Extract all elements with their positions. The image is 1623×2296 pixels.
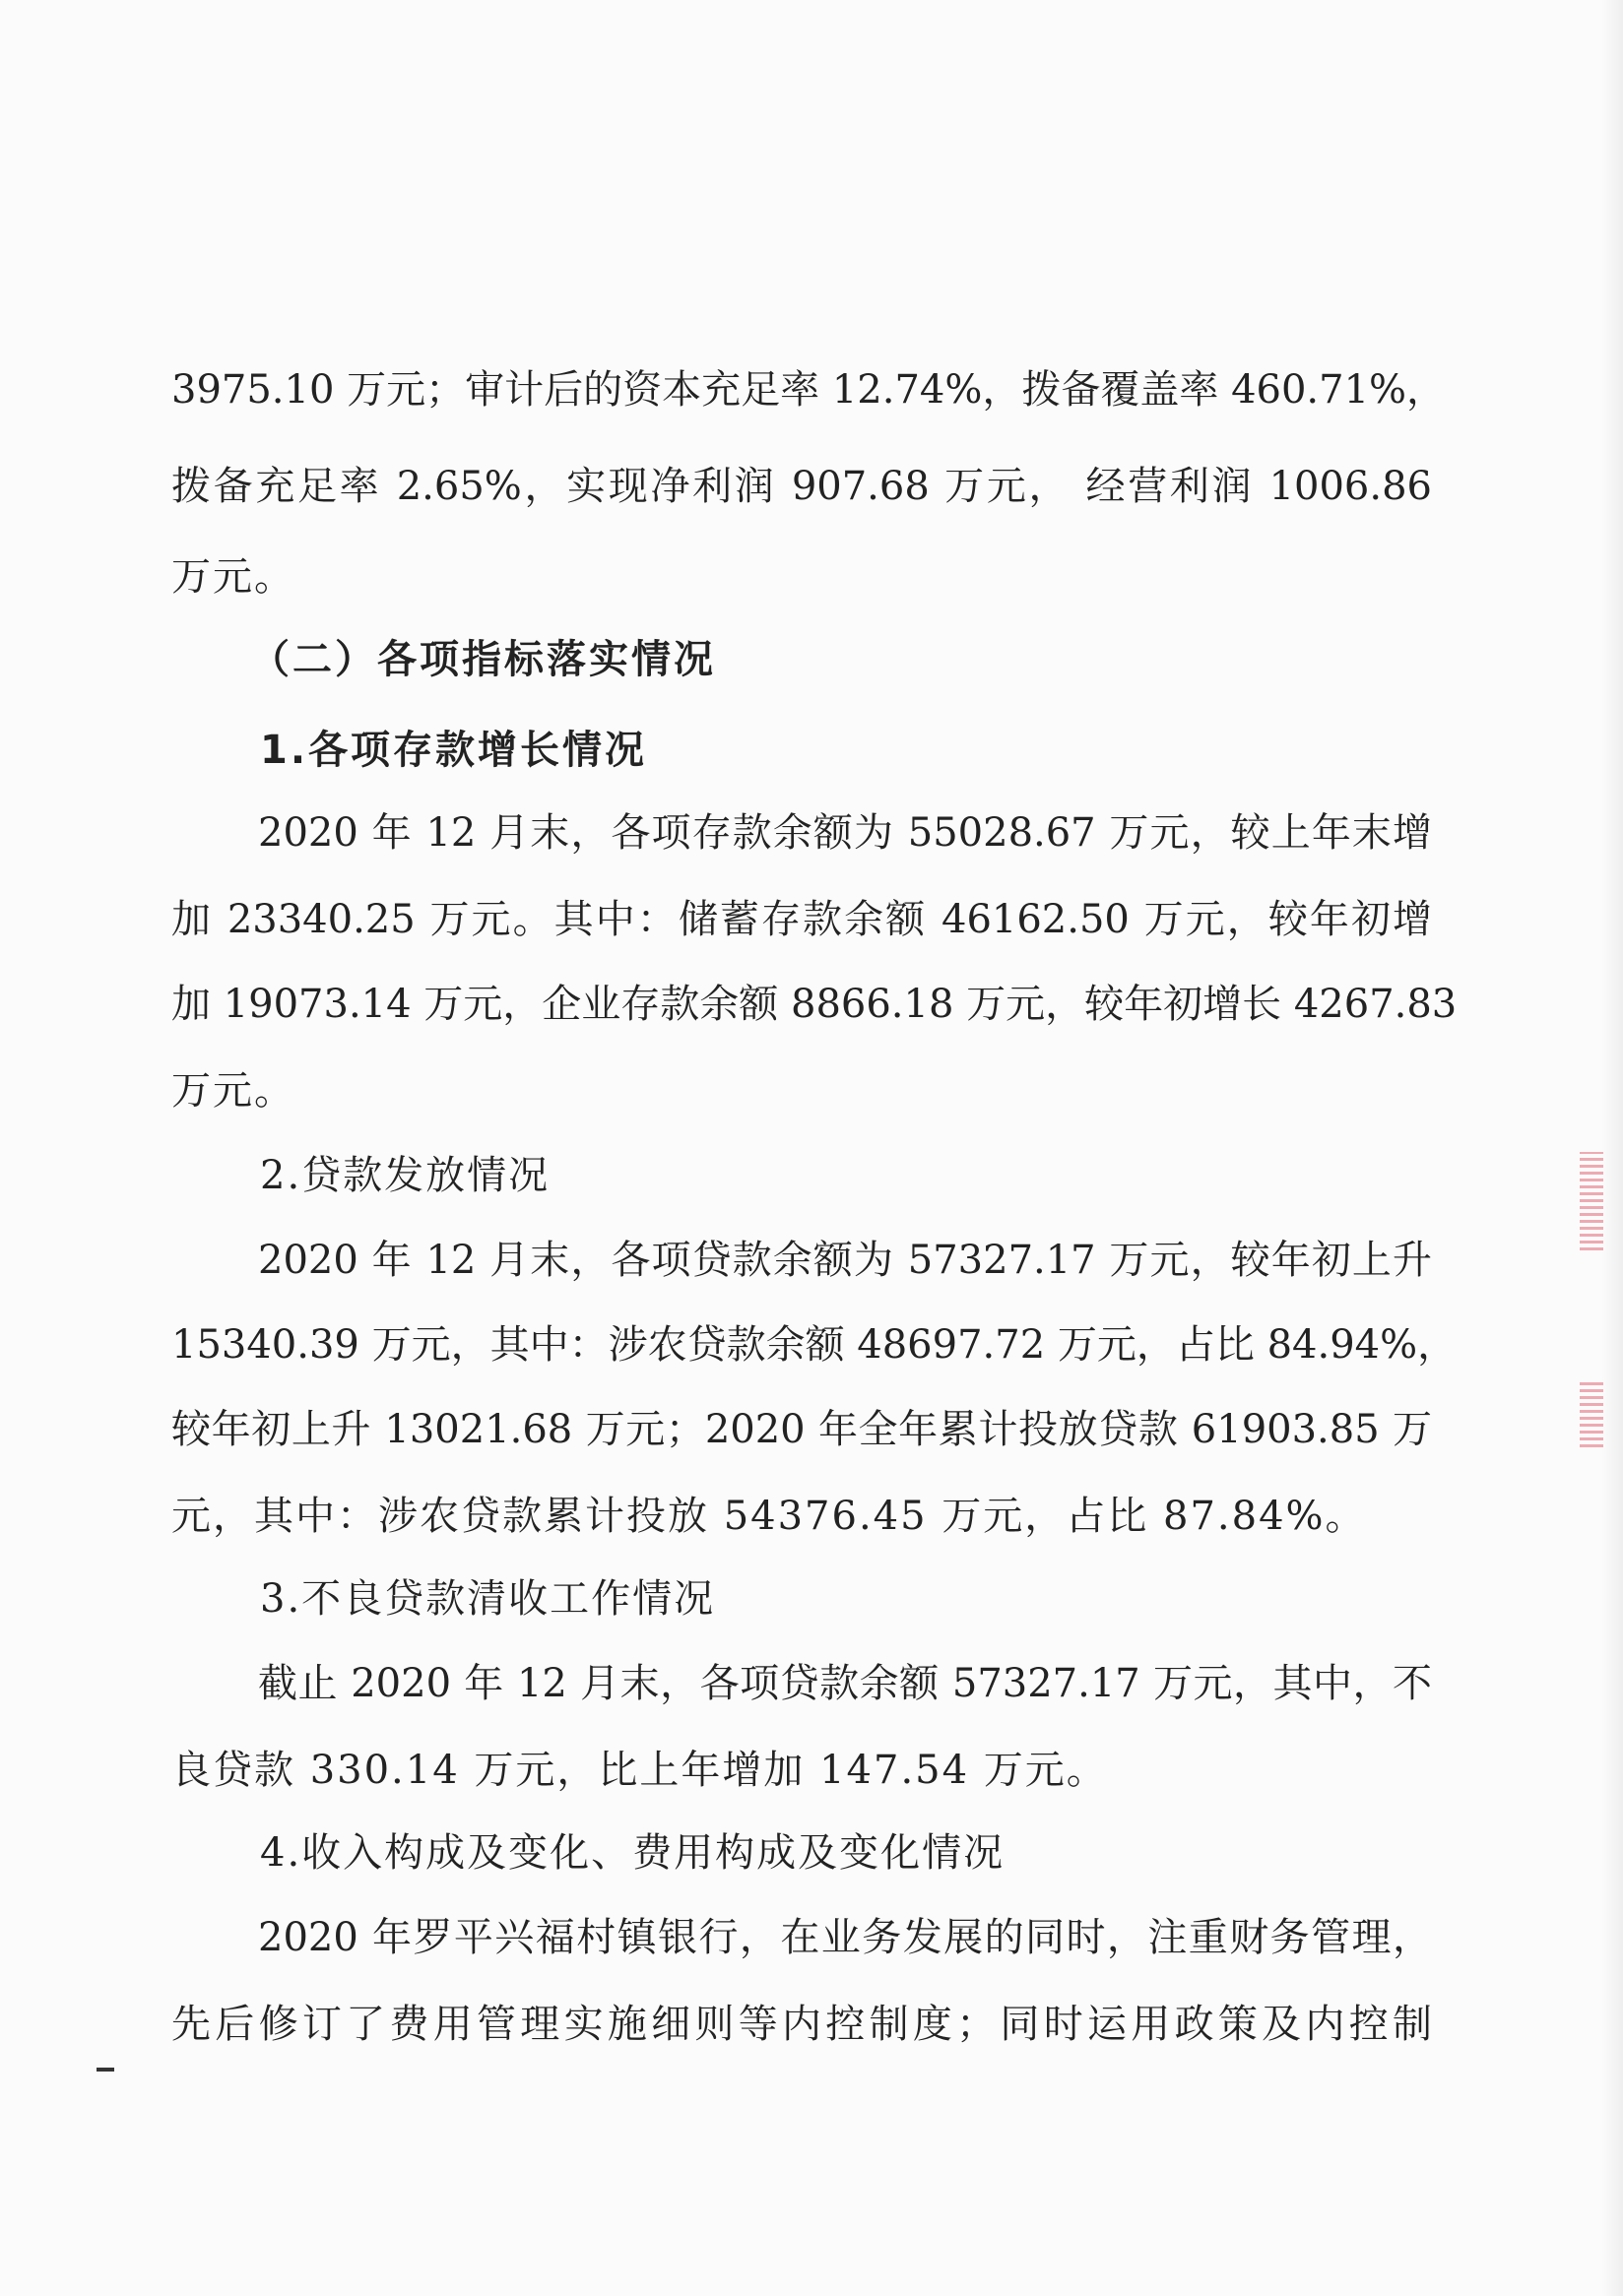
loan-para-line-1: 2020 年 12 月末，各项贷款余额为 57327.17 万元，较年初上升: [258, 1238, 1432, 1283]
body-line-2: 拨备充足率 2.65%，实现净利润 907.68 万元， 经营利润 1006.86: [171, 464, 1432, 509]
deposit-para-line-3: 加 19073.14 万元，企业存款余额 8866.18 万元，较年初增长 4267.83: [171, 982, 1458, 1027]
scan-mark: [97, 2068, 114, 2072]
scan-edge-shadow: [1601, 0, 1623, 2296]
deposit-para-line-4: 万元。: [171, 1068, 295, 1114]
loan-para-line-2: 15340.39 万元，其中：涉农贷款余额 48697.72 万元，占比 84.94%，: [171, 1322, 1458, 1368]
seal-stamp-fragment-top: [1580, 1152, 1603, 1250]
subheading-deposits: 1.各项存款增长情况: [260, 728, 648, 773]
deposit-para-line-1: 2020 年 12 月末，各项存款余额为 55028.67 万元，较上年末增: [258, 810, 1432, 856]
body-line-3: 万元。: [171, 554, 295, 600]
deposit-para-line-2: 加 23340.25 万元。其中：储蓄存款余额 46162.50 万元，较年初增: [171, 897, 1432, 942]
seal-stamp-fragment-bottom: [1580, 1378, 1603, 1447]
bad-loan-para-line-1: 截止 2020 年 12 月末，各项贷款余额 57327.17 万元，其中，不: [258, 1661, 1432, 1706]
bad-loan-para-line-2: 良贷款 330.14 万元，比上年增加 147.54 万元。: [171, 1748, 1108, 1793]
subheading-loans: 2.贷款发放情况: [260, 1153, 551, 1198]
body-line-1: 3975.10 万元；审计后的资本充足率 12.74%，拨备覆盖率 460.71%，: [171, 367, 1447, 413]
loan-para-line-4: 元，其中：涉农贷款累计投放 54376.45 万元，占比 87.84%。: [171, 1494, 1367, 1539]
income-para-line-1: 2020 年罗平兴福村镇银行，在业务发展的同时，注重财务管理，: [258, 1915, 1432, 1960]
income-para-line-2: 先后修订了费用管理实施细则等内控制度；同时运用政策及内控制: [171, 2002, 1432, 2047]
section-heading-2: （二）各项指标落实情况: [250, 637, 716, 682]
subheading-bad-loans: 3.不良贷款清收工作情况: [260, 1576, 716, 1622]
loan-para-line-3: 较年初上升 13021.68 万元；2020 年全年累计投放贷款 61903.85 万: [171, 1407, 1432, 1452]
subheading-income-expense: 4.收入构成及变化、费用构成及变化情况: [260, 1830, 1006, 1876]
